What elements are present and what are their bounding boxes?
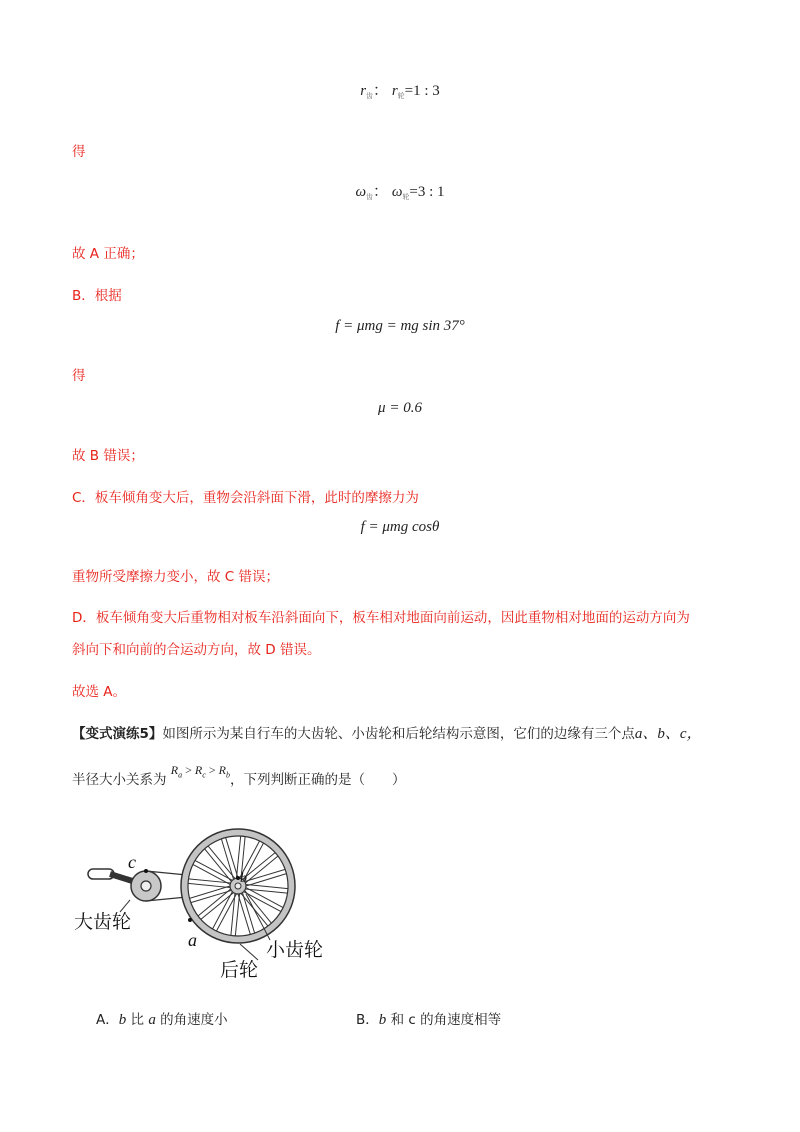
equation-radius-ratio: $r_齿$： $r_轮=1$ : 3 (360, 83, 440, 100)
bicycle-gear-diagram (70, 820, 370, 990)
option-a[interactable]: A．b 比 a 的角速度小 (96, 1012, 228, 1028)
text-b-wrong: 故 B 错误； (72, 448, 144, 464)
equation-omega-ratio: $\omega_齿$： $\omega_轮=3$ : 1 (355, 184, 445, 201)
point-c-marker (144, 869, 148, 873)
question-line-2: 半径大小关系为 $R_a > R_c > R_b$，下列判断正确的是（ ） (72, 763, 406, 788)
text-answer: 故选 A。 (72, 684, 127, 700)
text-b-basis: B．根据 (72, 288, 122, 304)
label-a: a (188, 930, 197, 950)
text-c-statement: C．板车倾角变大后，重物会沿斜面下滑，此时的摩擦力为 (72, 490, 419, 506)
equation-mu: μ = 0.6 (378, 400, 422, 416)
label-b: b (240, 871, 247, 886)
question-line-1: 【变式演练5】如图所示为某自行车的大齿轮、小齿轮和后轮结构示意图，它们的边缘有三个点a、b、c， (72, 726, 702, 742)
label-small-gear: 小齿轮 (266, 939, 324, 961)
radius-inequality: $R_a > R_c > R_b$ (170, 763, 230, 780)
equation-friction: f = μmg = mg sin 37° (335, 318, 465, 334)
text-d-line2: 斜向下和向前的合运动方向，故 D 错误。 (72, 642, 321, 658)
point-a-marker (188, 918, 192, 922)
text-c-wrong: 重物所受摩擦力变小，故 C 错误； (72, 569, 280, 585)
label-c: c (128, 852, 136, 872)
option-b[interactable]: B．b 和 c 的角速度相等 (356, 1012, 502, 1028)
equation-friction-cos: f = μmg cosθ (360, 519, 440, 535)
label-big-gear: 大齿轮 (74, 911, 132, 933)
text-de-1: 得 (72, 144, 86, 160)
question-tag: 【变式演练5】 (72, 726, 163, 742)
label-rear-wheel: 后轮 (220, 959, 259, 981)
text-a-correct: 故 A 正确； (72, 246, 144, 262)
text-de-2: 得 (72, 368, 86, 384)
text-d-line1: D．板车倾角变大后重物相对板车沿斜面向下，板车相对地面向前运动，因此重物相对地面的运动方向为 (72, 610, 690, 626)
